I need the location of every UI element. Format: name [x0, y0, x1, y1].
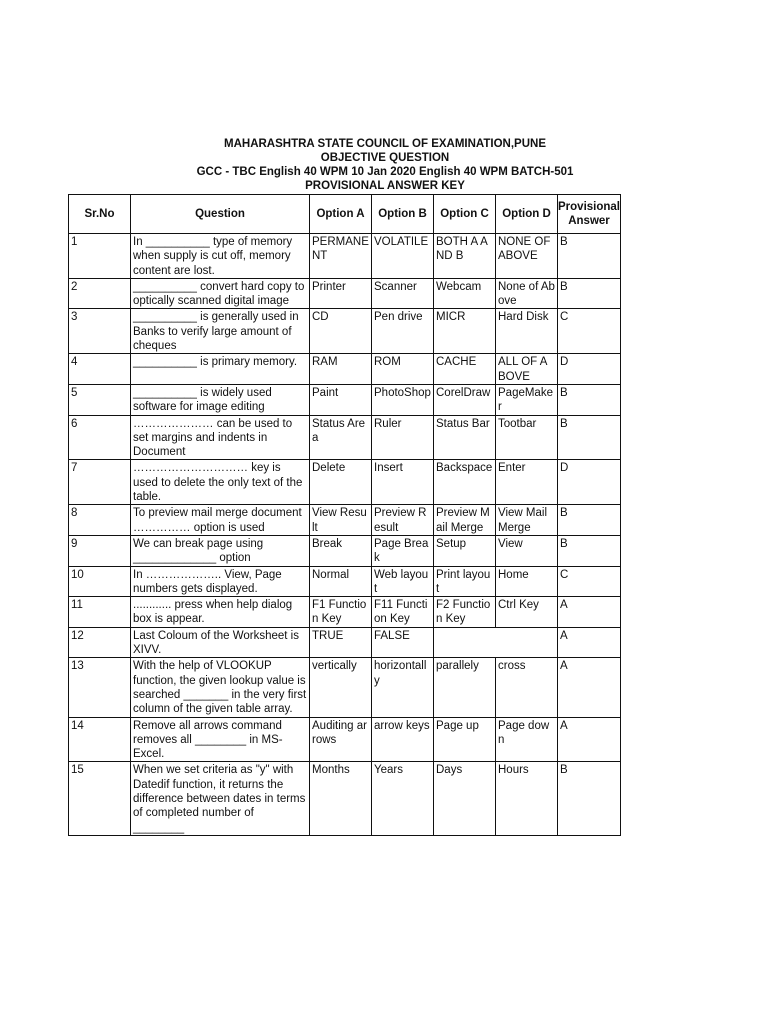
option-d-cell: Enter	[496, 460, 558, 505]
column-header-question: Question	[131, 195, 310, 234]
provisional-answer-cell: B	[558, 505, 621, 536]
option-c-cell: MICR	[434, 309, 496, 354]
option-d-cell: View	[496, 535, 558, 566]
table-row	[69, 566, 621, 597]
sr-no-cell: 2	[69, 278, 131, 309]
sr-no-cell: 3	[69, 309, 131, 354]
sr-no-cell: 8	[69, 505, 131, 536]
column-header-option-d: Option D	[496, 195, 558, 234]
option-c-cell: CACHE	[434, 354, 496, 385]
table-row	[69, 460, 621, 505]
option-d-cell: Tootbar	[496, 415, 558, 460]
sr-no-cell: 5	[69, 384, 131, 415]
column-header-option-b: Option B	[372, 195, 434, 234]
sr-no-cell: 4	[69, 354, 131, 385]
option-a-cell: Normal	[310, 566, 372, 597]
answer-key-table	[68, 194, 621, 836]
option-d-cell: cross	[496, 658, 558, 717]
sr-no-cell: 6	[69, 415, 131, 460]
option-b-cell: Ruler	[372, 415, 434, 460]
question-cell: Remove all arrows command removes all ________ in MS-Excel.	[131, 717, 310, 762]
question-cell: Last Coloum of the Worksheet is XIVV.	[131, 627, 310, 658]
provisional-answer-cell: B	[558, 384, 621, 415]
provisional-answer-cell: B	[558, 234, 621, 279]
option-a-cell: TRUE	[310, 627, 372, 658]
option-b-cell: PhotoShop	[372, 384, 434, 415]
option-b-cell: Years	[372, 762, 434, 835]
table-row	[69, 505, 621, 536]
column-header-provisional-answer: Provisional Answer	[558, 195, 621, 234]
option-a-cell: PERMANENT	[310, 234, 372, 279]
option-b-cell: Pen drive	[372, 309, 434, 354]
option-a-cell: Delete	[310, 460, 372, 505]
option-c-cell: Preview Mail Merge	[434, 505, 496, 536]
option-b-cell: Page Break	[372, 535, 434, 566]
document-header	[0, 137, 770, 193]
sr-no-cell: 15	[69, 762, 131, 835]
question-cell: __________ is widely used software for image editing	[131, 384, 310, 415]
option-b-cell: Preview Result	[372, 505, 434, 536]
option-a-cell: Auditing arrows	[310, 717, 372, 762]
option-d-cell: None of Above	[496, 278, 558, 309]
option-a-cell: View Result	[310, 505, 372, 536]
option-a-cell: Printer	[310, 278, 372, 309]
document-subtitle: OBJECTIVE QUESTION	[320, 152, 450, 164]
option-b-cell: horizontally	[372, 658, 434, 717]
sr-no-cell: 14	[69, 717, 131, 762]
provisional-answer-cell: B	[558, 762, 621, 835]
column-header-option-a: Option A	[310, 195, 372, 234]
provisional-answer-cell: A	[558, 717, 621, 762]
option-d-cell: Page down	[496, 717, 558, 762]
sr-no-cell: 11	[69, 597, 131, 628]
provisional-answer-cell: C	[558, 309, 621, 354]
option-b-cell: FALSE	[372, 627, 434, 658]
question-cell: __________ is primary memory.	[131, 354, 310, 385]
option-a-cell: CD	[310, 309, 372, 354]
option-c-cell: BOTH A AND B	[434, 234, 496, 279]
option-b-cell: F11 Function Key	[372, 597, 434, 628]
table-row	[69, 278, 621, 309]
question-cell: In __________ type of memory when supply is cut off, memory content are lost.	[131, 234, 310, 279]
option-b-cell: Scanner	[372, 278, 434, 309]
provisional-answer-cell: A	[558, 627, 621, 658]
option-d-cell: NONE OF ABOVE	[496, 234, 558, 279]
question-cell: __________ convert hard copy to optically scanned digital image	[131, 278, 310, 309]
question-cell: __________ is generally used in Banks to verify large amount of cheques	[131, 309, 310, 354]
option-c-cell: Setup	[434, 535, 496, 566]
question-cell: ………………………… key is used to delete the only text of the table.	[131, 460, 310, 505]
table-row	[69, 627, 621, 658]
option-d-cell: ALL OF ABOVE	[496, 354, 558, 385]
column-header-option-c: Option C	[434, 195, 496, 234]
provisional-answer-cell: D	[558, 460, 621, 505]
question-cell: When we set criteria as "y" with Datedif function, it returns the difference between dates in terms of completed number of ________	[131, 762, 310, 835]
provisional-answer-cell: A	[558, 658, 621, 717]
option-d-cell: Hours	[496, 762, 558, 835]
option-b-cell: Insert	[372, 460, 434, 505]
question-cell: In ……………….. View, Page numbers gets displayed.	[131, 566, 310, 597]
option-c-cell: Backspace	[434, 460, 496, 505]
provisional-answer-cell: D	[558, 354, 621, 385]
sr-no-cell: 10	[69, 566, 131, 597]
option-c-cell: F2 Function Key	[434, 597, 496, 628]
option-c-cell: CorelDraw	[434, 384, 496, 415]
column-header-sr-no: Sr.No	[69, 195, 131, 234]
option-a-cell: Paint	[310, 384, 372, 415]
question-cell: ………………… can be used to set margins and indents in Document	[131, 415, 310, 460]
option-c-cell: Status Bar	[434, 415, 496, 460]
empty-merged-cell	[434, 627, 558, 658]
option-a-cell: Status Area	[310, 415, 372, 460]
table-row	[69, 535, 621, 566]
sr-no-cell: 12	[69, 627, 131, 658]
option-b-cell: ROM	[372, 354, 434, 385]
table-row	[69, 762, 621, 835]
table-row	[69, 717, 621, 762]
table-row	[69, 658, 621, 717]
table-header-row	[69, 195, 621, 234]
option-b-cell: arrow keys	[372, 717, 434, 762]
provisional-answer-cell: B	[558, 415, 621, 460]
option-d-cell: PageMaker	[496, 384, 558, 415]
option-a-cell: Months	[310, 762, 372, 835]
option-a-cell: F1 Function Key	[310, 597, 372, 628]
table-row	[69, 597, 621, 628]
sr-no-cell: 13	[69, 658, 131, 717]
provisional-answer-cell: C	[558, 566, 621, 597]
option-c-cell: Print layout	[434, 566, 496, 597]
question-cell: With the help of VLOOKUP function, the given lookup value is searched _______ in the very first column of the given table array.	[131, 658, 310, 717]
table-body	[69, 234, 621, 836]
option-c-cell: Page up	[434, 717, 496, 762]
answer-key-title: PROVISIONAL ANSWER KEY	[305, 180, 465, 192]
option-d-cell: View Mail Merge	[496, 505, 558, 536]
exam-details: GCC - TBC English 40 WPM 10 Jan 2020 English 40 WPM BATCH-501	[196, 166, 574, 178]
sr-no-cell: 7	[69, 460, 131, 505]
option-a-cell: Break	[310, 535, 372, 566]
question-cell: We can break page using _____________ option	[131, 535, 310, 566]
sr-no-cell: 9	[69, 535, 131, 566]
option-b-cell: VOLATILE	[372, 234, 434, 279]
option-b-cell: Web layout	[372, 566, 434, 597]
table-row	[69, 354, 621, 385]
table-row	[69, 309, 621, 354]
option-c-cell: Webcam	[434, 278, 496, 309]
council-title: MAHARASHTRA STATE COUNCIL OF EXAMINATION,PUNE	[224, 138, 546, 150]
provisional-answer-cell: B	[558, 278, 621, 309]
option-a-cell: vertically	[310, 658, 372, 717]
provisional-answer-cell: A	[558, 597, 621, 628]
question-cell: ............ press when help dialog box is appear.	[131, 597, 310, 628]
option-a-cell: RAM	[310, 354, 372, 385]
option-c-cell: parallely	[434, 658, 496, 717]
table-row	[69, 234, 621, 279]
option-d-cell: Hard Disk	[496, 309, 558, 354]
option-c-cell: Days	[434, 762, 496, 835]
sr-no-cell: 1	[69, 234, 131, 279]
table-row	[69, 384, 621, 415]
option-d-cell: Home	[496, 566, 558, 597]
table-row	[69, 415, 621, 460]
question-cell: To preview mail merge document …………… option is used	[131, 505, 310, 536]
option-d-cell: Ctrl Key	[496, 597, 558, 628]
provisional-answer-cell: B	[558, 535, 621, 566]
